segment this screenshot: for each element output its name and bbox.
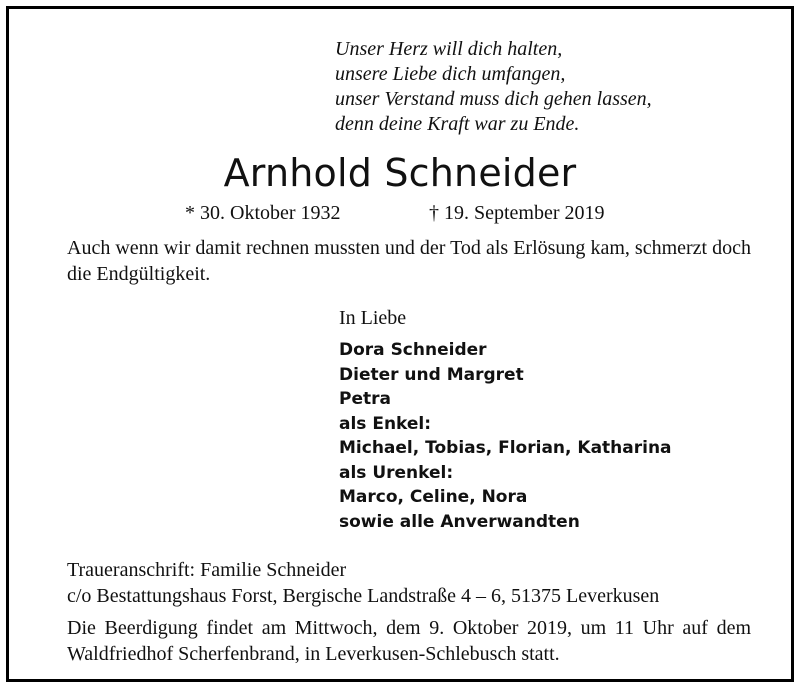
mourner-line: sowie alle Anverwandten — [339, 511, 580, 532]
death-date: † 19. September 2019 — [429, 202, 605, 224]
address-line: Traueranschrift: Familie Schneider — [67, 559, 347, 581]
mourner-line: als Urenkel: — [339, 462, 454, 483]
mourners-list — [339, 338, 672, 534]
mourner-line: Michael, Tobias, Florian, Katharina — [339, 438, 672, 458]
memorial-poem — [335, 37, 652, 137]
intro-text: Auch wenn wir damit rechnen mussten und der Tod als Erlösung kam, schmerzt doch die Endgültigkeit. — [67, 237, 751, 285]
poem-line: denn deine Kraft war zu Ende. — [335, 113, 580, 135]
poem-line: unsere Liebe dich umfangen, — [335, 63, 566, 85]
deceased-name: Arnhold Schneider — [223, 151, 577, 195]
mourner-line: Dora Schneider — [339, 340, 487, 360]
funeral-details: Die Beerdigung findet am Mittwoch, dem 9. Oktober 2019, um 11 Uhr auf dem Waldfriedhof Scherfenbrand, in Leverkusen-Schlebusch statt. — [67, 617, 751, 665]
poem-line: unser Verstand muss dich gehen lassen, — [335, 88, 652, 110]
poem-line: Unser Herz will dich halten, — [335, 38, 563, 60]
mourner-line: Petra — [339, 389, 391, 409]
address-line: c/o Bestattungshaus Forst, Bergische Landstraße 4 – 6, 51375 Leverkusen — [67, 585, 660, 607]
mourning-address — [67, 557, 659, 609]
closing-phrase: In Liebe — [339, 307, 407, 329]
birth-date: * 30. Oktober 1932 — [185, 202, 341, 224]
mourner-line: Marco, Celine, Nora — [339, 487, 528, 507]
obituary-notice — [6, 6, 794, 682]
mourner-line: als Enkel: — [339, 413, 432, 434]
mourner-line: Dieter und Margret — [339, 364, 524, 385]
